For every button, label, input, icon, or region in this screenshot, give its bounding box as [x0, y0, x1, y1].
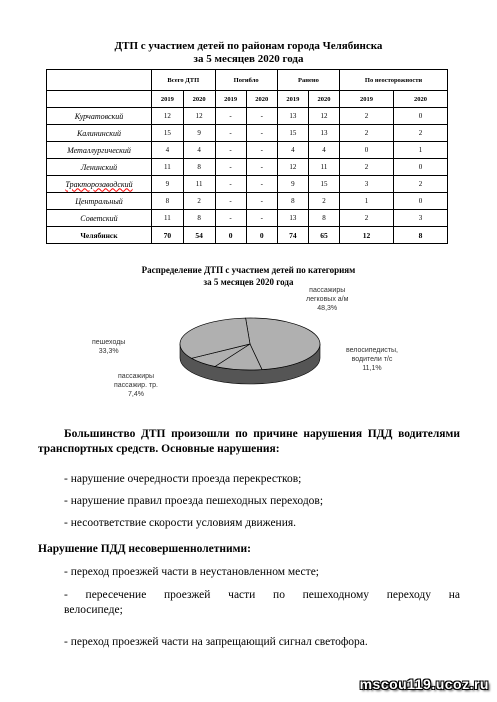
- table-cell: 1: [393, 142, 447, 159]
- table-cell: -: [215, 108, 246, 125]
- table-cell: -: [246, 210, 277, 227]
- slice-label-cyclists: велосипедисты, водители т/с 11,1%: [346, 347, 398, 372]
- table-row: [47, 193, 448, 210]
- table-title-line1: ДТП с участием детей по районам города Челябинска: [114, 40, 383, 52]
- table-cell: 1: [340, 193, 394, 210]
- district-name: Советский: [47, 210, 152, 227]
- table-cell: -: [246, 193, 277, 210]
- district-name: Тракторозаводский: [47, 176, 152, 193]
- total-cell: 65: [308, 227, 339, 244]
- table-cell: 0: [393, 159, 447, 176]
- total-cell: 54: [183, 227, 215, 244]
- table-cell: 12: [308, 108, 339, 125]
- table-cell: -: [246, 142, 277, 159]
- chart-title-line1: Распределение ДТП с участием детей по категориям: [141, 265, 356, 275]
- table-row: [47, 176, 448, 193]
- table-cell: 15: [152, 125, 184, 142]
- year-header: 2019: [215, 91, 246, 108]
- district-name: Ленинский: [47, 159, 152, 176]
- table-cell: 13: [308, 125, 339, 142]
- list-item: - несоответствие скорости условиям движения.: [64, 517, 297, 529]
- minors-heading: Нарушение ПДД несовершеннолетними:: [38, 543, 251, 555]
- table-cell: 4: [152, 142, 184, 159]
- table-cell: 2: [308, 193, 339, 210]
- total-cell: 70: [152, 227, 184, 244]
- table-cell: 4: [308, 142, 339, 159]
- table-cell: 2: [340, 159, 394, 176]
- table-cell: 13: [277, 210, 308, 227]
- table-cell: 11: [152, 210, 184, 227]
- table-cell: 9: [152, 176, 184, 193]
- site-watermark: mscou119.ucoz.ru: [359, 676, 489, 692]
- year-header: 2020: [183, 91, 215, 108]
- table-cell: 0: [393, 108, 447, 125]
- table-cell: 0: [393, 193, 447, 210]
- table-cell: -: [215, 176, 246, 193]
- total-cell: 0: [215, 227, 246, 244]
- table-cell: 8: [183, 159, 215, 176]
- table-cell: -: [246, 108, 277, 125]
- total-cell: 12: [340, 227, 394, 244]
- table-cell: 0: [340, 142, 394, 159]
- group-header: Ранено: [277, 70, 339, 91]
- year-header: 2020: [246, 91, 277, 108]
- list-item: - переход проезжей части в неустановленном месте;: [64, 566, 319, 578]
- table-row: [47, 142, 448, 159]
- table-title-line2: за 5 месяцев 2020 года: [193, 53, 304, 65]
- group-header-row: [47, 70, 448, 91]
- table-cell: 2: [183, 193, 215, 210]
- group-header: Всего ДТП: [152, 70, 216, 91]
- table-row: [47, 210, 448, 227]
- chart-title-line2: за 5 месяцев 2020 года: [203, 277, 294, 287]
- table-cell: 4: [183, 142, 215, 159]
- group-header: Погибло: [215, 70, 277, 91]
- total-cell: 74: [277, 227, 308, 244]
- table-cell: 8: [183, 210, 215, 227]
- chart-title: [0, 264, 497, 288]
- table-cell: 15: [277, 125, 308, 142]
- table-row: [47, 108, 448, 125]
- table-cell: 2: [393, 125, 447, 142]
- district-name: Калининский: [47, 125, 152, 142]
- total-label: Челябинск: [47, 227, 152, 244]
- table-cell: 9: [277, 176, 308, 193]
- list-item: - нарушение очередности проезда перекрестков;: [64, 473, 302, 485]
- table-cell: 3: [393, 210, 447, 227]
- corner-cell: [47, 91, 152, 108]
- table-row: [47, 125, 448, 142]
- district-name: Центральный: [47, 193, 152, 210]
- table-cell: 12: [277, 159, 308, 176]
- year-header: 2019: [152, 91, 184, 108]
- table-cell: -: [246, 159, 277, 176]
- table-cell: -: [215, 142, 246, 159]
- total-row: [47, 227, 448, 244]
- table-cell: -: [215, 210, 246, 227]
- table-cell: 13: [277, 108, 308, 125]
- total-cell: 0: [246, 227, 277, 244]
- table-cell: 2: [393, 176, 447, 193]
- table-cell: -: [215, 193, 246, 210]
- table-cell: 12: [152, 108, 184, 125]
- category-pie-chart: [160, 300, 340, 400]
- list-item-wrapped: - пересечение проезжей части по пешеходному переходу на велосипеде;: [64, 589, 460, 616]
- intro-paragraph: Большинство ДТП произошли по причине нарушения ПДД водителями транспортных средств. Основные нарушения:: [38, 428, 460, 455]
- slice-label-pedestrians: пешеходы 33,3%: [92, 339, 126, 355]
- district-stats-table: [46, 69, 448, 244]
- table-cell: 11: [308, 159, 339, 176]
- table-cell: -: [246, 125, 277, 142]
- table-cell: -: [215, 159, 246, 176]
- slice-label-public-transport: пассажиры пассажир. тр. 7,4%: [114, 373, 158, 398]
- table-cell: 15: [308, 176, 339, 193]
- corner-cell: [47, 70, 152, 91]
- table-cell: 9: [183, 125, 215, 142]
- table-row: [47, 159, 448, 176]
- group-header: По неосторожности: [340, 70, 448, 91]
- table-cell: 11: [183, 176, 215, 193]
- year-header-row: [47, 91, 448, 108]
- table-cell: 2: [340, 108, 394, 125]
- table-cell: -: [215, 125, 246, 142]
- driver-violations-list: [64, 472, 460, 531]
- list-item: - нарушение правил проезда пешеходных переходов;: [64, 495, 324, 507]
- table-cell: 11: [152, 159, 184, 176]
- table-cell: 3: [340, 176, 394, 193]
- year-header: 2019: [340, 91, 394, 108]
- table-cell: 2: [340, 210, 394, 227]
- year-header: 2020: [393, 91, 447, 108]
- table-cell: 8: [308, 210, 339, 227]
- district-name: Металлургический: [47, 142, 152, 159]
- table-cell: 8: [277, 193, 308, 210]
- year-header: 2019: [277, 91, 308, 108]
- table-cell: 4: [277, 142, 308, 159]
- minor-violations-list: [64, 565, 460, 587]
- slice-label-passengers-cars: пассажиры легковых а/м 48,3%: [306, 287, 349, 312]
- total-cell: 8: [393, 227, 447, 244]
- district-name: Курчатовский: [47, 108, 152, 125]
- year-header: 2020: [308, 91, 339, 108]
- table-cell: 8: [152, 193, 184, 210]
- table-cell: -: [246, 176, 277, 193]
- table-cell: 2: [340, 125, 394, 142]
- list-item: - переход проезжей части на запрещающий сигнал светофора.: [64, 636, 368, 648]
- table-cell: 12: [183, 108, 215, 125]
- table-title: [0, 40, 497, 66]
